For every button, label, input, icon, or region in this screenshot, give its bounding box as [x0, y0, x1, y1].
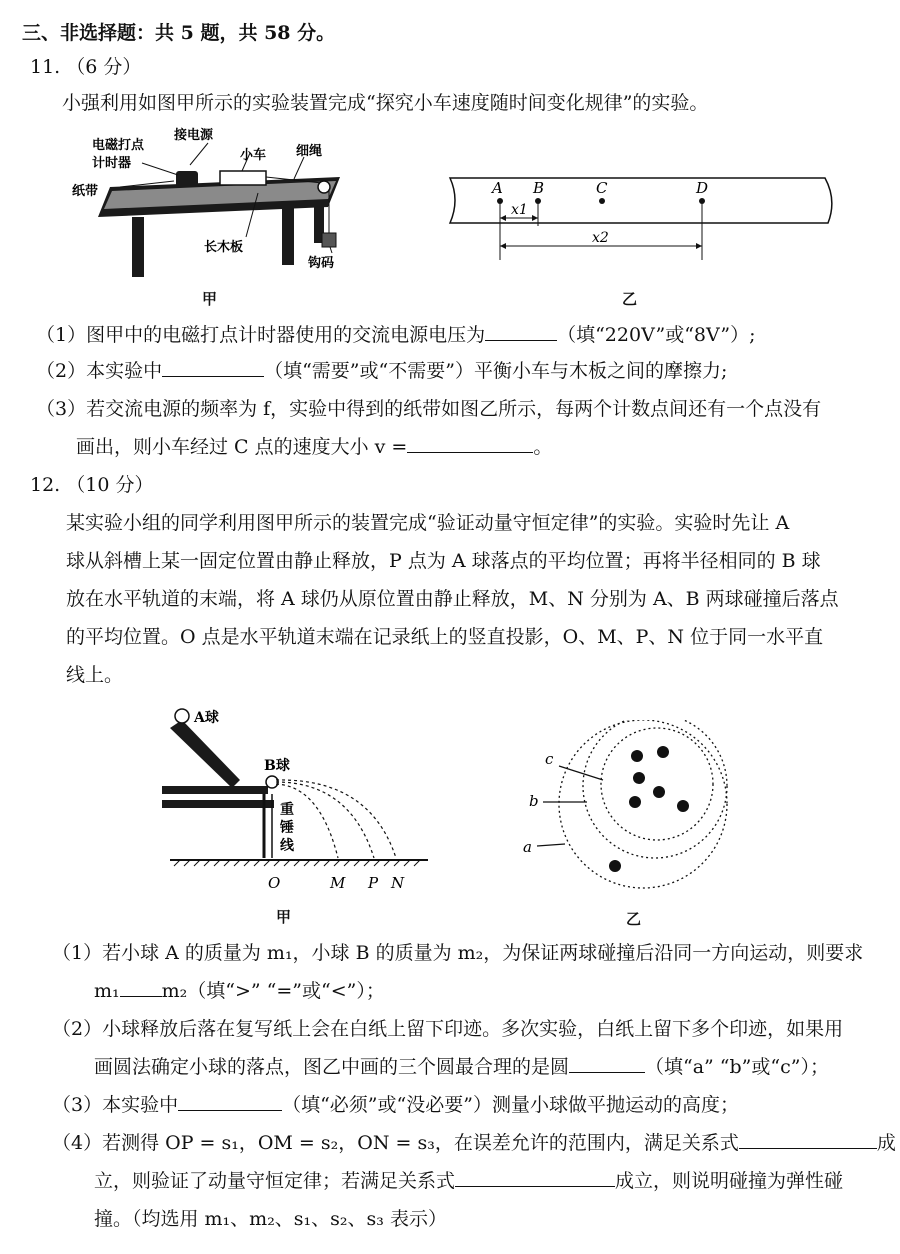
label-board: 长木板	[204, 240, 244, 255]
cart	[220, 171, 266, 185]
q11-part1-text: （1）图甲中的电磁打点计时器使用的交流电源电压为	[36, 324, 486, 346]
leader-line	[190, 143, 208, 165]
leader-line	[330, 247, 332, 253]
q11-answer-blank-3[interactable]	[407, 434, 533, 453]
label-timer-a: 电磁打点	[92, 138, 145, 153]
q12-figure-yi	[515, 720, 745, 900]
q12-caption-jia: 甲	[276, 908, 292, 926]
pulley	[318, 181, 330, 193]
label-plumb-1: 重	[280, 802, 294, 818]
q12-intro-1: 某实验小组的同学利用图甲所示的装置完成“验证动量守恒定律”的实验。实验时先让 A	[66, 512, 790, 534]
label-b: B	[533, 179, 545, 197]
q12-part3-text: （3）本实验中	[52, 1094, 179, 1116]
q12-part4-tail: 成	[876, 1132, 896, 1154]
q12-part2-tail: （填“a” “b”或“c”）；	[645, 1056, 829, 1078]
q11-caption-yi: 乙	[622, 290, 638, 308]
q11-part3-tail: 。	[533, 436, 553, 458]
table-leg	[282, 205, 294, 265]
q12-intro-2: 球从斜槽上某一固定位置由静止释放，P 点为 A 球落点的平均位置；再将半径相同的 B 球	[66, 550, 821, 572]
q12-answer-blank-2[interactable]	[569, 1054, 645, 1073]
incline-track	[170, 720, 240, 788]
label-n: N	[391, 874, 405, 892]
trajectory-n	[276, 780, 396, 858]
q12-header: 12. （10 分）	[30, 474, 154, 496]
q11-answer-blank-1[interactable]	[485, 322, 557, 341]
q12-intro-5: 线上。	[66, 664, 124, 686]
landing-mark	[609, 860, 621, 872]
q11-part2-tail: （填“需要”或“不需要”）平衡小车与木板之间的摩擦力;	[264, 360, 728, 382]
landing-mark	[653, 786, 665, 798]
q11-part1	[36, 322, 756, 348]
q11-part3-text: 画出，则小车经过 C 点的速度大小 v =	[76, 436, 408, 458]
label-ball-b: B球	[264, 758, 290, 774]
landing-mark	[633, 772, 645, 784]
q12-part4-tail-2: 成立，则说明碰撞为弹性碰	[615, 1170, 844, 1192]
q12-part3-tail: （填“必须”或“没必要”）测量小球做平抛运动的高度；	[282, 1094, 739, 1116]
circle-a	[559, 720, 727, 888]
label-d: D	[696, 179, 709, 197]
q11-part3-line1: （3）若交流电源的频率为 f，实验中得到的纸带如图乙所示，每两个计数点间还有一个点没有	[36, 398, 822, 420]
q11-part2-text: （2）本实验中	[36, 360, 163, 382]
landing-mark	[677, 800, 689, 812]
q12-intro-3: 放在水平轨道的末端，将 A 球仍从原位置由静止释放，M、N 分别为 A、B 两球碰撞后落点	[66, 588, 839, 610]
q12-answer-blank-3[interactable]	[178, 1092, 282, 1111]
label-rope: 细绳	[296, 144, 323, 159]
q12-part4-line3: 撞。（均选用 m₁、m₂、s₁、s₂、s₃ 表示）	[94, 1208, 447, 1230]
q11-figure-yi	[440, 168, 840, 268]
label-timer-b: 计时器	[92, 156, 132, 171]
label-o: O	[268, 874, 281, 892]
horizontal-track	[162, 786, 268, 794]
landing-mark	[629, 796, 641, 808]
q12-part3	[52, 1092, 739, 1118]
q12-part4-text-2: 立，则验证了动量守恒定律；若满足关系式	[94, 1170, 456, 1192]
q12-part2-line2	[94, 1054, 829, 1080]
q11-header: 11. （6 分）	[30, 56, 142, 78]
circle-c	[601, 728, 713, 840]
leader-line	[294, 157, 304, 179]
label-ball-a: A球	[194, 710, 219, 726]
arrow-head	[500, 243, 506, 249]
q12-part1-line2	[94, 978, 385, 1004]
label-cart: 小车	[240, 148, 267, 163]
q12-figure-jia	[160, 700, 440, 895]
q12-intro-4: 的平均位置。O 点是水平轨道末端在记录纸上的竖直投影，O、M、P、N 位于同一水平直	[66, 626, 824, 648]
label-circle-a: a	[523, 838, 532, 856]
label-a: A	[492, 179, 503, 197]
label-weight: 钩码	[308, 256, 335, 271]
hook-weight	[322, 233, 336, 247]
label-circle-b: b	[529, 792, 539, 810]
q11-part3-line2	[76, 434, 552, 460]
q11-figure-jia	[70, 125, 370, 290]
label-plumb-2: 锤	[280, 820, 294, 836]
label-x1: x1	[511, 202, 528, 218]
leader-a	[537, 844, 565, 846]
q11-answer-blank-2[interactable]	[162, 358, 264, 377]
q12-answer-blank-1[interactable]	[120, 978, 162, 997]
track-support	[162, 800, 274, 808]
q12-part4-line2	[94, 1168, 843, 1194]
label-circle-c: c	[545, 750, 554, 768]
leader-line	[142, 163, 178, 175]
section-title: 三、非选择题：共 5 题，共 58 分。	[22, 22, 336, 44]
q12-answer-blank-5[interactable]	[455, 1168, 615, 1187]
q11-caption-jia: 甲	[202, 290, 218, 308]
q12-part4-line1	[52, 1130, 896, 1156]
q11-part2	[36, 358, 727, 384]
label-c: C	[596, 179, 608, 197]
table-leg	[132, 217, 144, 277]
q12-answer-blank-4[interactable]	[739, 1130, 877, 1149]
q12-caption-yi: 乙	[626, 910, 642, 928]
label-power: 接电源	[174, 128, 214, 143]
label-plumb-3: 线	[280, 838, 294, 854]
label-tape: 纸带	[72, 184, 99, 199]
q12-part1-tail: m₂（填“>” “=”或“<”）；	[161, 980, 385, 1002]
ball-a	[175, 709, 189, 723]
q12-part4-text: （4）若测得 OP = s₁，OM = s₂，ON = s₃，在误差允许的范围内，满足关系式	[52, 1132, 739, 1154]
timer-body	[176, 171, 198, 187]
label-p: P	[368, 874, 379, 892]
point-c	[599, 198, 605, 204]
q12-part2-text: 画圆法确定小球的落点，图乙中画的三个圆最合理的是圆	[94, 1056, 570, 1078]
q12-part1-line1: （1）若小球 A 的质量为 m₁，小球 B 的质量为 m₂，为保证两球碰撞后沿同一方向运动，则要求	[52, 942, 864, 964]
landing-mark	[657, 746, 669, 758]
q11-intro: 小强利用如图甲所示的实验装置完成“探究小车速度随时间变化规律”的实验。	[62, 92, 709, 114]
q11-part1-tail: （填“220V”或“8V”）;	[557, 324, 756, 346]
label-x2: x2	[592, 230, 609, 246]
landing-mark	[631, 750, 643, 762]
label-m: M	[330, 874, 346, 892]
paper-tape	[450, 178, 832, 223]
arrow-head	[696, 243, 702, 249]
q12-part1-m1: m₁	[94, 980, 120, 1002]
q12-part2-line1: （2）小球释放后落在复写纸上会在白纸上留下印迹。多次实验，白纸上留下多个印迹，如果用	[52, 1018, 844, 1040]
